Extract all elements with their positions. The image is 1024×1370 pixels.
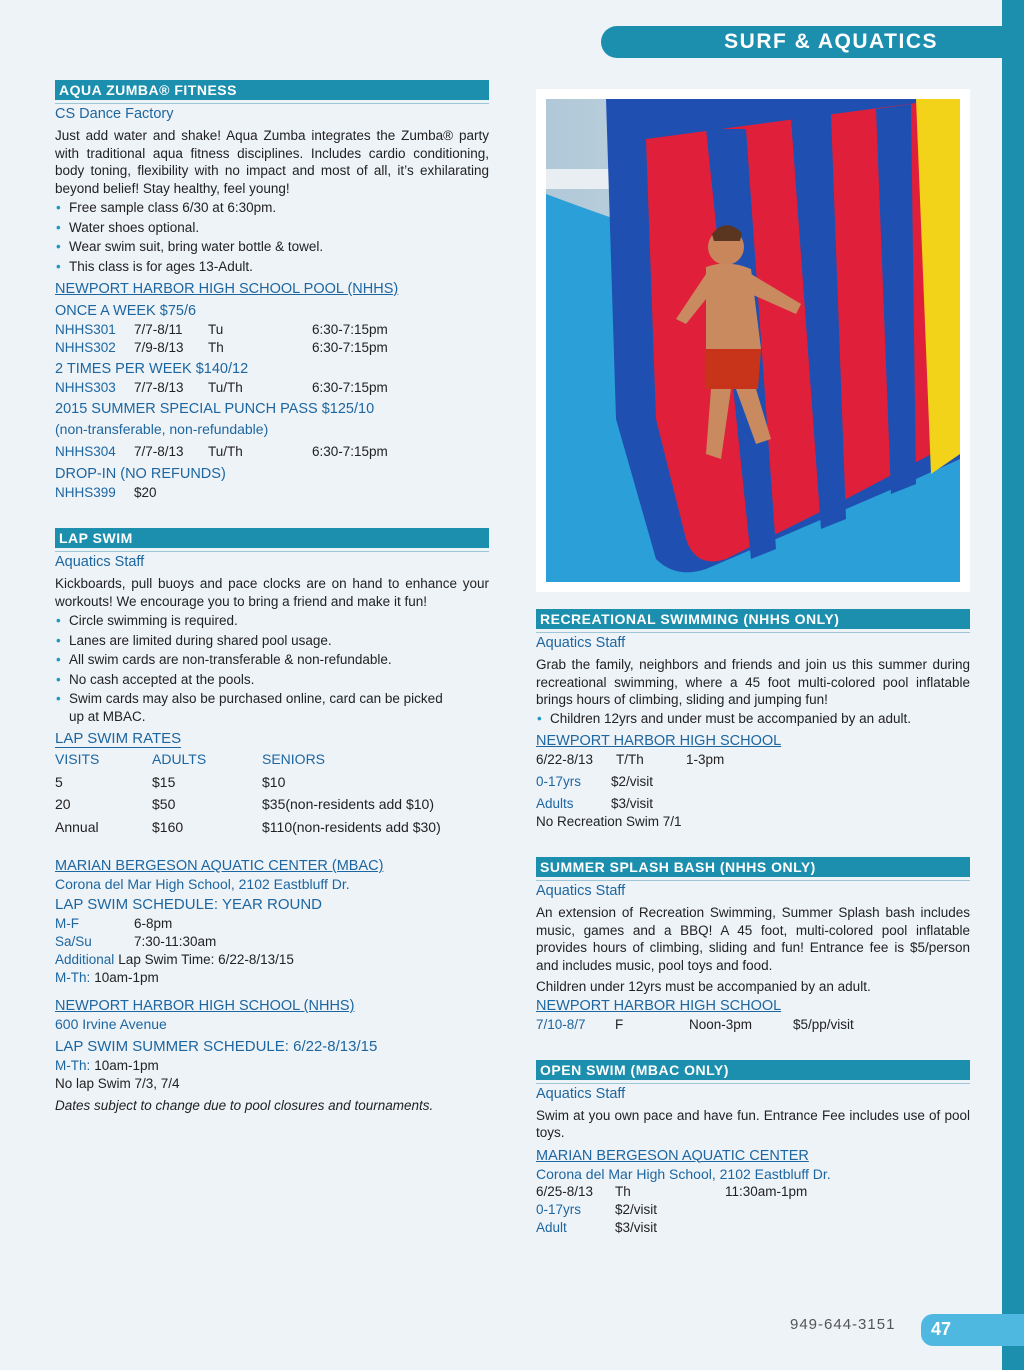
rec-provider: Aquatics Staff xyxy=(536,635,626,651)
splash-description: An extension of Recreation Swimming, Summer Splash bash includes music, games and a BBQ! A 45 foot, multi-colored pool inflatable provides hours of climbing, sliding and fun! Entrance fee is $5/person and includes music, pool toys and food. xyxy=(536,905,970,973)
open-description: Swim at you own pace and have fun. Entrance Fee includes use of pool toys. xyxy=(536,1107,970,1140)
list-item: • Wear swim suit, bring water bottle & towel. xyxy=(55,237,489,257)
table-row: NHHS303 7/7-8/13 Tu/Th 6:30-7:15pm xyxy=(55,380,388,395)
nhhs-link[interactable]: NEWPORT HARBOR HIGH SCHOOL (NHHS) xyxy=(55,998,355,1014)
open-swim-heading: OPEN SWIM (MBAC ONLY) xyxy=(536,1060,970,1080)
zumba-provider: CS Dance Factory xyxy=(55,106,174,122)
table-row: NHHS302 7/9-8/13 Th 6:30-7:15pm xyxy=(55,340,388,355)
zumba-bullets xyxy=(55,198,489,276)
nhhs-address: 600 Irvine Avenue xyxy=(55,1016,167,1032)
right-column xyxy=(536,609,970,1237)
dates-disclaimer: Dates subject to change due to pool closures and tournaments. xyxy=(55,1098,434,1113)
open-provider: Aquatics Staff xyxy=(536,1085,626,1102)
schedule-row: 6/22-8/13 T/Th 1-3pm xyxy=(536,752,725,767)
schedule-row: 7/10-8/7 F Noon-3pm $5/pp/visit xyxy=(536,1016,854,1032)
section-banner: SURF & AQUATICS xyxy=(601,26,1004,58)
table-row: NHHS301 7/7-8/11 Tu 6:30-7:15pm xyxy=(55,322,388,337)
zumba-description: Just add water and shake! Aqua Zumba integrates the Zumba® party with traditional aqua fitness disciplines. Includes cardio conditioning, body toning, flexibility with no impact and most of all, it’s exhilarating beyond belief! Stay healthy, feel young! xyxy=(55,128,489,196)
price-row: 0-17yrs $2/visit xyxy=(536,774,654,789)
rec-description: Grab the family, neighbors and friends and join us this summer during recreational swimming, where a 45 foot multi-colored pool inflatable brings hours of climbing, sliding and jumping fun! xyxy=(536,657,970,707)
list-item: • Free sample class 6/30 at 6:30pm. xyxy=(55,198,489,218)
table-row: NHHS304 7/7-8/13 Tu/Th 6:30-7:15pm xyxy=(55,444,388,459)
lap-swim-heading: LAP SWIM xyxy=(55,528,489,548)
list-item: • Lanes are limited during shared pool usage. xyxy=(55,631,489,651)
lap-bullets xyxy=(55,611,489,726)
schedule-row: Additional Lap Swim Time: 6/22-8/13/15 xyxy=(55,952,294,967)
lap-rates-table xyxy=(55,748,489,838)
lap-summer-title: LAP SWIM SUMMER SCHEDULE: 6/22-8/13/15 xyxy=(55,1038,378,1055)
lap-rates-title: LAP SWIM RATES xyxy=(55,730,182,747)
list-item: • Water shoes optional. xyxy=(55,218,489,238)
open-location-link[interactable]: MARIAN BERGESON AQUATIC CENTER xyxy=(536,1147,809,1164)
punch-pass-note: (non-transferable, non-refundable) xyxy=(55,421,269,437)
table-header: VISITS ADULTS SENIORS xyxy=(55,751,326,767)
table-row: 20 $50 $35(non-residents add $10) xyxy=(55,796,435,812)
list-item: • Swim cards may also be purchased online, card can be picked up at MBAC. xyxy=(55,690,489,726)
schedule-row: 6/25-8/13 Th 11:30am-1pm xyxy=(536,1183,808,1199)
schedule-row: M-F 6-8pm xyxy=(55,916,173,931)
lap-description: Kickboards, pull buoys and pace clocks are on hand to enhance your workouts! We encourage you to bring a friend and make it fun! xyxy=(55,576,489,609)
left-column xyxy=(55,80,489,1115)
summer-splash-heading: SUMMER SPLASH BASH (NHHS ONLY) xyxy=(536,857,970,877)
water-slide-image xyxy=(546,99,960,582)
list-item: • This class is for ages 13-Adult. xyxy=(55,257,489,277)
rec-note: No Recreation Swim 7/1 xyxy=(536,814,682,829)
list-item: • Circle swimming is required. xyxy=(55,611,489,631)
price-row: Adult $3/visit xyxy=(536,1219,658,1235)
lap-provider: Aquatics Staff xyxy=(55,554,145,570)
schedule-row: M-Th: 10am-1pm xyxy=(55,1058,159,1073)
recreational-swimming-heading: RECREATIONAL SWIMMING (NHHS ONLY) xyxy=(536,609,970,629)
zumba-option-twice: 2 TIMES PER WEEK $140/12 xyxy=(55,361,249,377)
list-item: • All swim cards are non-transferable & non-refundable. xyxy=(55,650,489,670)
table-row: Annual $160 $110(non-residents add $30) xyxy=(55,818,441,835)
aqua-zumba-heading: AQUA ZUMBA® FITNESS xyxy=(55,80,489,100)
mbac-address: Corona del Mar High School, 2102 Eastbluff Dr. xyxy=(55,876,350,892)
price-row: 0-17yrs $2/visit xyxy=(536,1201,658,1217)
page-number: 47 xyxy=(921,1314,1024,1346)
zumba-location-link[interactable]: NEWPORT HARBOR HIGH SCHOOL POOL (NHHS) xyxy=(55,281,399,297)
no-lap-note: No lap Swim 7/3, 7/4 xyxy=(55,1076,180,1091)
splash-provider: Aquatics Staff xyxy=(536,883,626,899)
rec-location-link[interactable]: NEWPORT HARBOR HIGH SCHOOL xyxy=(536,733,782,749)
price-row: Adults $3/visit xyxy=(536,796,654,811)
zumba-option-once: ONCE A WEEK $75/6 xyxy=(55,303,197,319)
list-item: • Children 12yrs and under must be accompanied by an adult. xyxy=(536,709,970,729)
table-row: NHHS399 $20 xyxy=(55,485,157,500)
splash-description-2: Children under 12yrs must be accompanied by an adult. xyxy=(536,979,871,994)
mbac-link[interactable]: MARIAN BERGESON AQUATIC CENTER (MBAC) xyxy=(55,858,384,874)
list-item: • No cash accepted at the pools. xyxy=(55,670,489,690)
water-slide-photo xyxy=(536,89,970,592)
zumba-option-dropin: DROP-IN (NO REFUNDS) xyxy=(55,466,226,482)
zumba-option-punch-pass: 2015 SUMMER SPECIAL PUNCH PASS $125/10 xyxy=(55,401,375,417)
right-edge-bar xyxy=(1002,0,1024,1370)
table-row: 5 $15 $10 xyxy=(55,773,286,790)
splash-location-link[interactable]: NEWPORT HARBOR HIGH SCHOOL xyxy=(536,997,782,1014)
open-address: Corona del Mar High School, 2102 Eastbluff Dr. xyxy=(536,1165,831,1182)
schedule-row: M-Th: 10am-1pm xyxy=(55,970,159,985)
schedule-row: Sa/Su 7:30-11:30am xyxy=(55,934,217,949)
lap-schedule-title: LAP SWIM SCHEDULE: YEAR ROUND xyxy=(55,896,323,913)
phone-number: 949-644-3151 xyxy=(790,1316,896,1333)
